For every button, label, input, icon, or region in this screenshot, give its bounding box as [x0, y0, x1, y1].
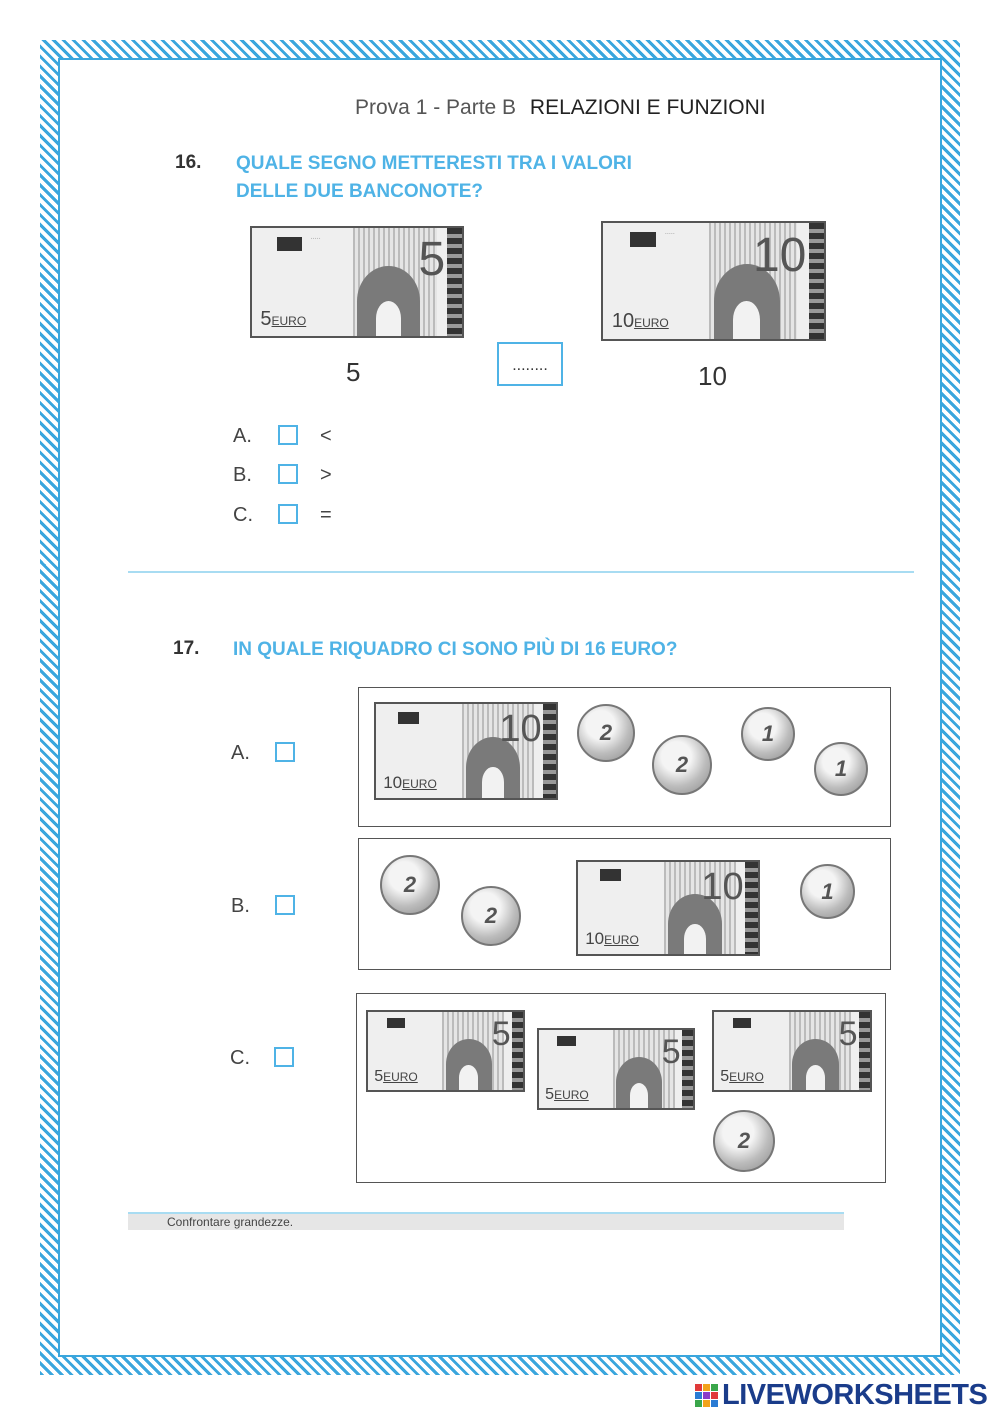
banknote-small-value: [585, 929, 639, 949]
header-prova: Prova 1 - Parte B: [355, 96, 517, 119]
q17-option-a-letter: A.: [231, 742, 250, 764]
footer-bar: [128, 1212, 844, 1230]
q16-option-c-letter: C.: [233, 504, 253, 526]
q16-option-b-letter: B.: [233, 464, 252, 486]
q16-option-a-checkbox[interactable]: [278, 425, 298, 445]
logo-squares-icon: [695, 1384, 718, 1407]
banknote-big-number: 5: [661, 1033, 681, 1072]
banknote-big-number: 5: [838, 1015, 858, 1054]
ten-euro-banknote: [576, 860, 760, 956]
five-euro-banknote: [537, 1028, 695, 1110]
ten-euro-banknote: [374, 702, 558, 800]
banknote-unit: EURO: [604, 933, 639, 948]
two-euro-coin: 2: [380, 855, 440, 915]
q16-option-b-symbol: >: [320, 464, 332, 486]
banknote-unit: EURO: [271, 313, 307, 328]
q16-option-c-checkbox[interactable]: [278, 504, 298, 524]
banknote-big-number: 10: [752, 228, 807, 282]
q17-option-a-checkbox[interactable]: [275, 742, 295, 762]
q16-text-line1: QUALE SEGNO METTERESTI TRA I VALORI: [236, 153, 632, 174]
one-euro-coin: 1: [741, 707, 795, 761]
q16-option-a-symbol: <: [320, 425, 332, 447]
banknote-value: 5: [260, 307, 272, 330]
banknote-unit: EURO: [402, 777, 437, 792]
left-value: 5: [346, 357, 361, 387]
five-euro-banknote: ····· 5 5EURO: [250, 226, 464, 338]
liveworksheets-logo: [695, 1379, 987, 1412]
q17-number: 17.: [173, 638, 200, 659]
banknote-value: 10: [383, 773, 403, 793]
q17-text: IN QUALE RIQUADRO CI SONO PIÙ DI 16 EURO?: [233, 639, 678, 660]
section-divider: [128, 571, 914, 573]
banknote-small-value: [374, 1068, 418, 1086]
q16-text: [236, 150, 632, 206]
five-euro-banknote: [366, 1010, 525, 1092]
page-header: [355, 96, 766, 120]
q17-option-c-checkbox[interactable]: [274, 1047, 294, 1067]
q16-answer-field[interactable]: ........: [497, 342, 563, 386]
banknote-unit: EURO: [729, 1070, 764, 1085]
banknote-big-number: 10: [499, 707, 542, 750]
two-euro-coin: 2: [577, 704, 635, 762]
footer-text: Confrontare grandezze.: [167, 1215, 294, 1229]
banknote-big-number: 5: [418, 233, 446, 287]
banknote-unit: EURO: [383, 1070, 418, 1085]
q17-option-c-letter: C.: [230, 1047, 250, 1069]
banknote-small-value: [720, 1068, 764, 1086]
q16-option-a-letter: A.: [233, 425, 252, 447]
banknote-big-number: 10: [701, 865, 744, 908]
two-euro-coin: 2: [461, 886, 521, 946]
ten-euro-banknote: ····· 10 10EURO: [601, 221, 826, 341]
two-euro-coin: 2: [652, 735, 712, 795]
banknote-small-value: [612, 310, 669, 333]
q16-text-line2: DELLE DUE BANCONOTE?: [236, 181, 483, 202]
banknote-small-value: [260, 308, 306, 331]
banknote-value: 10: [585, 929, 605, 949]
q17-option-b-letter: B.: [231, 895, 250, 917]
banknote-value: 5: [374, 1068, 384, 1086]
header-topic: RELAZIONI E FUNZIONI: [529, 96, 766, 119]
q16-number: 16.: [175, 152, 202, 173]
two-euro-coin: 2: [713, 1110, 775, 1172]
banknote-small-value: [383, 773, 437, 793]
q16-option-c-symbol: =: [320, 504, 332, 526]
one-euro-coin: 1: [814, 742, 868, 796]
banknote-value: 5: [720, 1068, 730, 1086]
banknote-value: 10: [611, 310, 635, 333]
q17-option-b-checkbox[interactable]: [275, 895, 295, 915]
banknote-big-number: 5: [491, 1015, 511, 1054]
banknote-small-value: [545, 1086, 589, 1104]
banknote-value: 5: [545, 1086, 555, 1104]
logo-text: LIVEWORKSHEETS: [722, 1379, 988, 1411]
five-euro-banknote: [712, 1010, 872, 1092]
banknote-unit: EURO: [554, 1088, 589, 1103]
q16-option-b-checkbox[interactable]: [278, 464, 298, 484]
banknote-unit: EURO: [634, 316, 669, 331]
right-value: 10: [698, 361, 727, 391]
one-euro-coin: 1: [800, 864, 855, 919]
